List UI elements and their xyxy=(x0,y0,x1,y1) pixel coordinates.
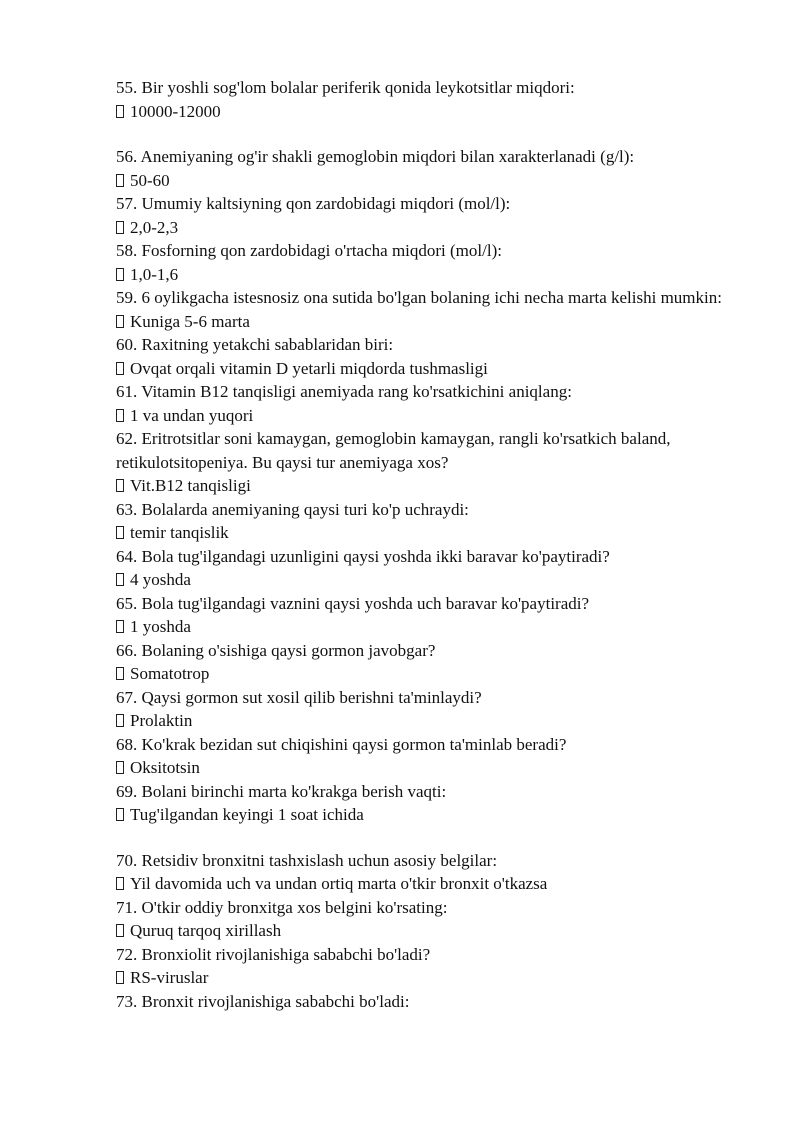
checkbox-icon xyxy=(116,971,124,984)
checkbox-icon xyxy=(116,714,124,727)
answer-text: Oksitotsin xyxy=(130,758,200,777)
answer-text: RS-viruslar xyxy=(130,968,209,987)
checkbox-icon xyxy=(116,221,124,234)
question-67: 67. Qaysi gormon sut xosil qilib berishni ta'minlaydi? xyxy=(116,687,482,707)
checkbox-icon xyxy=(116,620,124,633)
answer-71 xyxy=(116,919,756,943)
answer-text: Prolaktin xyxy=(130,711,193,730)
question-66: 66. Bolaning o'sishiga qaysi gormon javobgar? xyxy=(116,640,436,660)
checkbox-icon xyxy=(116,667,124,680)
answer-63 xyxy=(116,521,756,545)
answer-56 xyxy=(116,169,756,193)
question-73: 73. Bronxit rivojlanishiga sababchi bo'ladi: xyxy=(116,991,410,1011)
answer-text: Somatotrop xyxy=(130,664,210,683)
checkbox-icon xyxy=(116,526,124,539)
question-72: 72. Bronxiolit rivojlanishiga sababchi bo'ladi? xyxy=(116,944,431,964)
answer-text: temir tanqislik xyxy=(130,523,229,542)
answer-text: 1 va undan yuqori xyxy=(130,405,254,425)
checkbox-icon xyxy=(116,761,124,774)
checkbox-icon xyxy=(116,808,124,821)
answer-65 xyxy=(116,615,756,639)
question-64: 64. Bola tug'ilgandagi uzunligini qaysi yoshda ikki baravar ko'paytiradi? xyxy=(116,546,610,566)
answer-67 xyxy=(116,709,756,733)
question-63: 63. Bolalarda anemiyaning qaysi turi ko'p uchraydi: xyxy=(116,499,469,519)
answer-61 xyxy=(116,404,756,428)
answer-58 xyxy=(116,263,756,287)
answer-text: Yil davomida uch va undan ortiq marta o'tkir bronxit o'tkazsa xyxy=(130,874,548,893)
answer-text: Quruq tarqoq xirillash xyxy=(130,921,282,940)
answer-69 xyxy=(116,803,756,827)
answer-text: 1,0-1,6 xyxy=(130,264,179,284)
question-69: 69. Bolani birinchi marta ko'krakga berish vaqti: xyxy=(116,781,447,801)
answer-text: 50-60 xyxy=(130,170,170,190)
answer-59 xyxy=(116,310,756,334)
answer-text: 10000-12000 xyxy=(130,101,221,121)
question-60: 60. Raxitning yetakchi sabablaridan biri: xyxy=(116,335,394,354)
answer-66 xyxy=(116,662,756,686)
spacer xyxy=(116,827,756,849)
checkbox-icon xyxy=(116,877,124,890)
checkbox-icon xyxy=(116,174,124,187)
answer-text: Vit.B12 tanqisligi xyxy=(130,476,251,495)
checkbox-icon xyxy=(116,105,124,118)
answer-70 xyxy=(116,872,756,896)
question-71: 71. O'tkir oddiy bronxitga xos belgini ko'rsating: xyxy=(116,897,448,917)
checkbox-icon xyxy=(116,362,124,375)
question-56: 56. Anemiyaning og'ir shakli gemoglobin miqdori bilan xarakterlanadi (g/l): xyxy=(116,147,635,166)
answer-text: 1 yoshda xyxy=(130,617,191,636)
answer-72 xyxy=(116,966,756,990)
answer-62 xyxy=(116,474,756,498)
checkbox-icon xyxy=(116,315,124,328)
answer-text: 2,0-2,3 xyxy=(130,217,179,237)
answer-60 xyxy=(116,357,756,381)
question-70: 70. Retsidiv bronxitni tashxislash uchun asosiy belgilar: xyxy=(116,850,498,870)
question-62: 62. Eritrotsitlar soni kamaygan, gemoglobin kamaygan, rangli ko'rsatkich baland, retikulotsitopeniya. Bu qaysi tur anemiyaga xos? xyxy=(116,429,671,472)
answer-64 xyxy=(116,568,756,592)
checkbox-icon xyxy=(116,409,124,422)
question-list xyxy=(116,76,756,1013)
answer-text: Kuniga 5-6 marta xyxy=(130,311,250,331)
question-55: 55. Bir yoshli sog'lom bolalar periferik qonida leykotsitlar miqdori: xyxy=(116,78,575,97)
question-68: 68. Ko'krak bezidan sut chiqishini qaysi gormon ta'minlab beradi? xyxy=(116,734,567,754)
answer-text: Tug'ilgandan keyingi 1 soat ichida xyxy=(130,805,364,824)
answer-text: 4 yoshda xyxy=(130,570,191,589)
question-59: 59. 6 oylikgacha istesnosiz ona sutida bo'lgan bolaning ichi necha marta kelishi mumkin: xyxy=(116,288,722,307)
answer-text: Ovqat orqali vitamin D yetarli miqdorda tushmasligi xyxy=(130,358,488,378)
question-65: 65. Bola tug'ilgandagi vaznini qaysi yoshda uch baravar ko'paytiradi? xyxy=(116,593,590,613)
answer-57 xyxy=(116,216,756,240)
question-57: 57. Umumiy kaltsiyning qon zardobidagi miqdori (mol/l): xyxy=(116,194,511,213)
answer-68 xyxy=(116,756,756,780)
answer-55 xyxy=(116,100,756,124)
checkbox-icon xyxy=(116,573,124,586)
spacer xyxy=(116,123,756,145)
checkbox-icon xyxy=(116,924,124,937)
question-61: 61. Vitamin B12 tanqisligi anemiyada rang ko'rsatkichini aniqlang: xyxy=(116,382,572,401)
checkbox-icon xyxy=(116,479,124,492)
checkbox-icon xyxy=(116,268,124,281)
question-58: 58. Fosforning qon zardobidagi o'rtacha miqdori (mol/l): xyxy=(116,241,502,260)
